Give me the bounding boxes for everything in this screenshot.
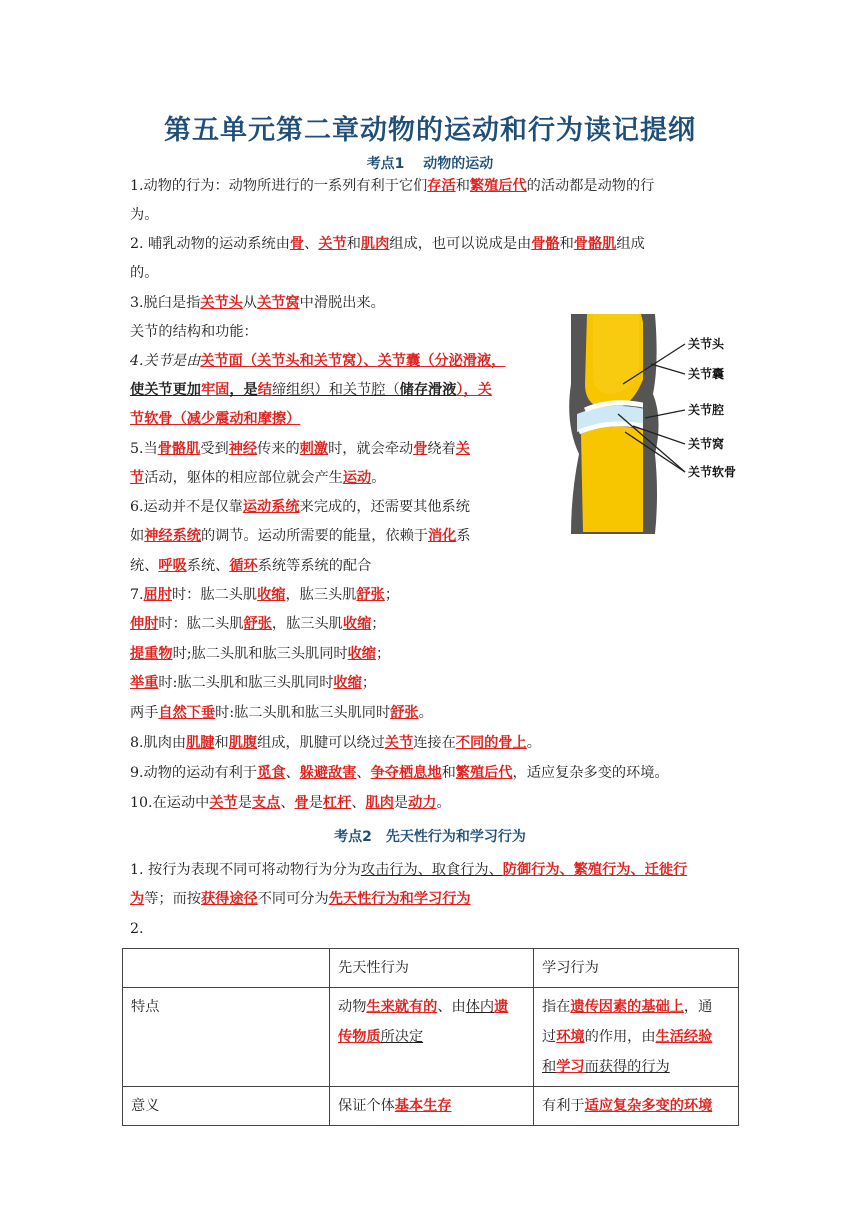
paragraph-4-cont: 使关节更加牢固，是结缔组织）和关节腔（储存滑液），关 <box>130 382 492 398</box>
behavior-table <box>122 948 739 1126</box>
table-cell: 保证个体基本生存 <box>330 1087 534 1126</box>
table-header-row <box>123 949 739 988</box>
paragraph-2: 2. 哺乳动物的运动系统由骨、关节和肌肉组成，也可以说成是由骨骼和骨骼肌组成 <box>130 236 645 252</box>
table-header-cell: 学习行为 <box>534 949 739 988</box>
table-row <box>123 1087 739 1126</box>
page-title: 第五单元第二章动物的运动和行为读记提纲 <box>164 115 696 146</box>
table-header-cell: 先天性行为 <box>330 949 534 988</box>
paragraph-7-line-3: 提重物时;肱二头肌和肱三头肌同时收缩； <box>130 646 391 662</box>
table-cell: 有利于适应复杂多变的环境 <box>534 1087 739 1126</box>
label-joint-cartilage: 关节软骨 <box>688 465 737 479</box>
paragraph-10: 10.在运动中关节是支点、骨是杠杆、肌肉是动力。 <box>130 795 451 811</box>
paragraph-6-cont: 如神经系统的调节。运动所需要的能量，依赖于消化系 <box>130 528 471 544</box>
joint-diagram <box>563 314 763 534</box>
paragraph-9: 9.动物的运动有利于觅食、躲避敌害、争夺栖息地和繁殖后代，适应复杂多变的环境。 <box>130 765 669 781</box>
joint-structure-label: 关节的结构和功能： <box>130 324 258 340</box>
paragraph-6: 6.运动并不是仅靠运动系统来完成的，还需要其他系统 <box>130 499 470 515</box>
table-cell: 动物生来就有的、由体内遗 传物质所决定 <box>330 988 534 1087</box>
label-joint-cavity: 关节腔 <box>688 403 725 417</box>
paragraph-8: 8.肌肉由肌腱和肌腹组成，肌腱可以绕过关节连接在不同的骨上。 <box>130 735 541 751</box>
paragraph-5-cont: 节活动，躯体的相应部位就会产生运动。 <box>130 470 386 486</box>
paragraph-7-line-4: 举重时:肱二头肌和肱三头肌同时收缩； <box>130 675 377 691</box>
s2-paragraph-1-cont: 为等；而按获得途径不同可分为先天性行为和学习行为 <box>130 891 471 907</box>
table-cell-label: 特点 <box>123 988 330 1087</box>
section2-heading: 考点2 先天性行为和学习行为 <box>334 829 526 845</box>
paragraph-5: 5.当骨骼肌受到神经传来的刺激时，就会牵动骨绕着关 <box>130 441 470 457</box>
section1-heading: 考点1 动物的运动 <box>366 156 494 172</box>
paragraph-1-cont: 为。 <box>130 207 159 223</box>
paragraph-7-line-1: 7.屈肘时：肱二头肌收缩，肱三头肌舒张； <box>130 587 400 603</box>
table-cell: 指在遗传因素的基础上，通 过环境的作用，由生活经验 和学习而获得的行为 <box>534 988 739 1087</box>
s2-paragraph-2: 2. <box>130 921 144 937</box>
table-cell-label: 意义 <box>123 1087 330 1126</box>
label-joint-socket: 关节窝 <box>688 437 725 451</box>
paragraph-7-line-2: 伸肘时：肱二头肌舒张，肱三头肌收缩； <box>130 616 386 632</box>
paragraph-3: 3.脱臼是指关节头从关节窝中滑脱出来。 <box>130 295 385 311</box>
label-joint-head: 关节头 <box>688 337 725 351</box>
table-row <box>123 988 739 1087</box>
s2-paragraph-1: 1. 按行为表现不同可将动物行为分为攻击行为、取食行为、防御行为、繁殖行为、迁徙行 <box>130 862 688 878</box>
paragraph-2-cont: 的。 <box>130 265 159 281</box>
paragraph-4: 4.关节是由关节面（关节头和关节窝）、关节囊（分泌滑液， <box>130 353 506 369</box>
table-header-cell <box>123 949 330 988</box>
paragraph-4-cont2: 节软骨（减少震动和摩擦） <box>130 411 301 427</box>
label-joint-capsule: 关节囊 <box>688 367 725 381</box>
paragraph-6-cont2: 统、呼吸系统、循环系统等系统的配合 <box>130 558 372 574</box>
paragraph-7-line-5: 两手自然下垂时:肱二头肌和肱三头肌同时舒张。 <box>130 705 433 721</box>
paragraph-1: 1.动物的行为：动物所进行的一系列有利于它们存活和繁殖后代的活动都是动物的行 <box>130 178 655 194</box>
